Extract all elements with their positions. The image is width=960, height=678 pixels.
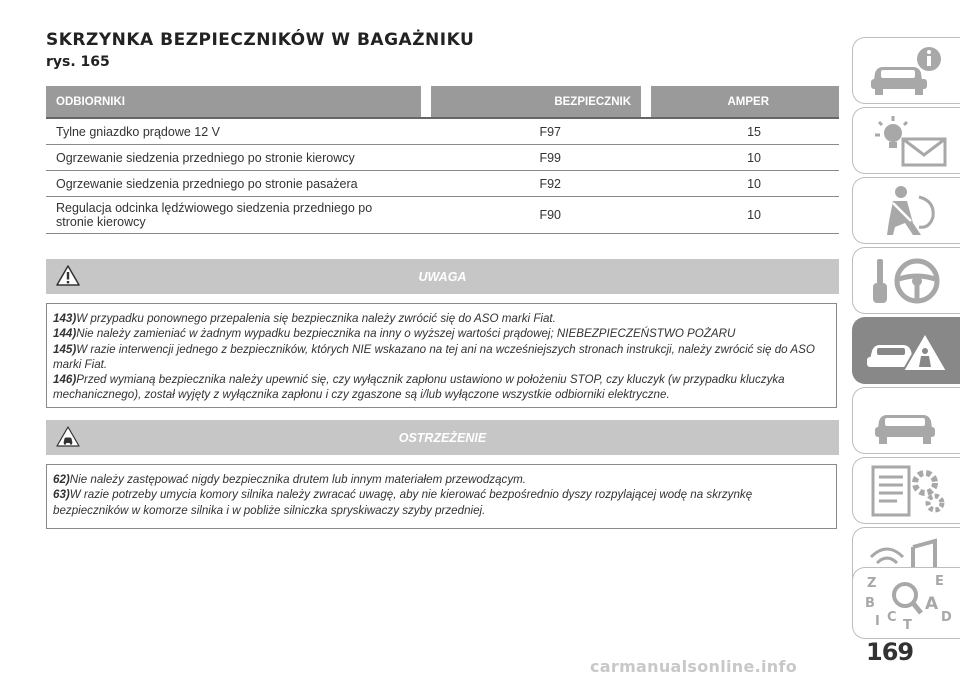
row-amp: 15 xyxy=(641,118,839,145)
maintenance-car-icon xyxy=(863,393,953,449)
header-device: ODBIORNIKI xyxy=(46,86,421,118)
warning-title: UWAGA xyxy=(418,269,467,284)
row-amp: 10 xyxy=(641,145,839,171)
tab-safety[interactable] xyxy=(852,177,960,244)
fuse-table-header xyxy=(46,86,839,118)
svg-text:C: C xyxy=(887,610,897,625)
caution-banner xyxy=(46,420,839,455)
steering-key-icon xyxy=(863,253,953,309)
caution-title: OSTRZEŻENIE xyxy=(398,430,487,445)
warning-banner xyxy=(46,259,839,294)
row-fuse: F97 xyxy=(421,118,641,145)
header-amp: AMPER xyxy=(651,86,839,118)
tab-maintenance[interactable] xyxy=(852,387,960,454)
fuse-table xyxy=(46,86,839,234)
svg-text:I: I xyxy=(875,614,880,629)
figure-reference: rys. 165 xyxy=(46,54,110,70)
tab-index[interactable] xyxy=(852,567,960,639)
row-fuse: F90 xyxy=(421,197,641,234)
warning-box xyxy=(46,303,837,408)
svg-text:E: E xyxy=(935,574,944,589)
caution-box xyxy=(46,464,837,529)
page-title: SKRZYNKA BEZPIECZNIKÓW W BAGAŻNIKU xyxy=(46,30,475,50)
tab-car-info[interactable] xyxy=(852,37,960,104)
warning-lights-message-icon xyxy=(863,113,953,169)
row-amp: 10 xyxy=(641,171,839,197)
table-row xyxy=(46,197,839,234)
passenger-safety-icon xyxy=(863,183,953,239)
row-device: Regulacja odcinka lędźwiowego siedzenia przedniego po stronie kierowcy xyxy=(46,197,421,234)
row-device: Ogrzewanie siedzenia przedniego po stronie pasażera xyxy=(46,171,421,197)
tab-starting-driving[interactable] xyxy=(852,247,960,314)
index-search-icon xyxy=(863,573,953,629)
table-row xyxy=(46,118,839,145)
tab-warning-lights[interactable] xyxy=(852,107,960,174)
tab-technical-data[interactable] xyxy=(852,457,960,524)
row-fuse: F92 xyxy=(421,171,641,197)
warning-item: 146)Przed wymianą bezpiecznika należy upewnić się, czy wyłącznik zapłonu ustawiono w położeniu STOP, czy kluczyk (w przypadku kluczyka mechanicznego), został wyjęty z wyłącznika zapłonu i czy zgaszone są i/lub wyłączone wszystkie odbiorniki elektryczne. xyxy=(53,373,785,402)
row-device: Tylne gniazdko prądowe 12 V xyxy=(46,118,421,145)
svg-text:D: D xyxy=(941,610,952,625)
row-fuse: F99 xyxy=(421,145,641,171)
table-row xyxy=(46,145,839,171)
table-row xyxy=(46,171,839,197)
car-info-icon xyxy=(863,43,953,99)
header-fuse: BEZPIECZNIK xyxy=(431,86,641,118)
tab-emergency[interactable] xyxy=(852,317,960,384)
warning-item: 143)W przypadku ponownego przepalenia się bezpiecznika należy zwrócić się do ASO marki Fiat. xyxy=(53,312,556,325)
technical-data-icon xyxy=(863,463,953,519)
page-number: 169 xyxy=(866,638,914,666)
row-device: Ogrzewanie siedzenia przedniego po stronie kierowcy xyxy=(46,145,421,171)
row-amp: 10 xyxy=(641,197,839,234)
watermark: carmanualsonline.info xyxy=(590,657,798,676)
warning-item: 144)Nie należy zamieniać w żadnym wypadku bezpiecznika na inny o wyższej wartości prądowej; NIEBEZPIECZEŃSTWO POŻARU xyxy=(53,327,736,341)
warning-item: 145)W razie interwencji jednego z bezpieczników, których NIE wskazano na tej ani na wcześniejszych stronach instrukcji, należy zwrócić się do ASO marki Fiat. xyxy=(53,342,815,371)
caution-item: 62)Nie należy zastępować nigdy bezpiecznika drutem lub innym materiałem przewodzącym. xyxy=(53,473,526,486)
warning-triangle-icon xyxy=(56,264,80,288)
car-caution-icon xyxy=(56,425,80,449)
caution-item: 63)W razie potrzeby umycia komory silnika należy zwracać uwagę, aby nie kierować bezpośrednio dyszy rozpylającej wodę na skrzynkę bezpieczników w komorze silnika i w pobliże silniczka spryskiwaczy szyby przedniej. xyxy=(53,488,753,517)
svg-text:A: A xyxy=(925,594,939,614)
svg-text:B: B xyxy=(865,596,875,611)
emergency-icon xyxy=(863,323,953,379)
svg-text:T: T xyxy=(903,618,912,629)
svg-text:Z: Z xyxy=(867,576,877,591)
